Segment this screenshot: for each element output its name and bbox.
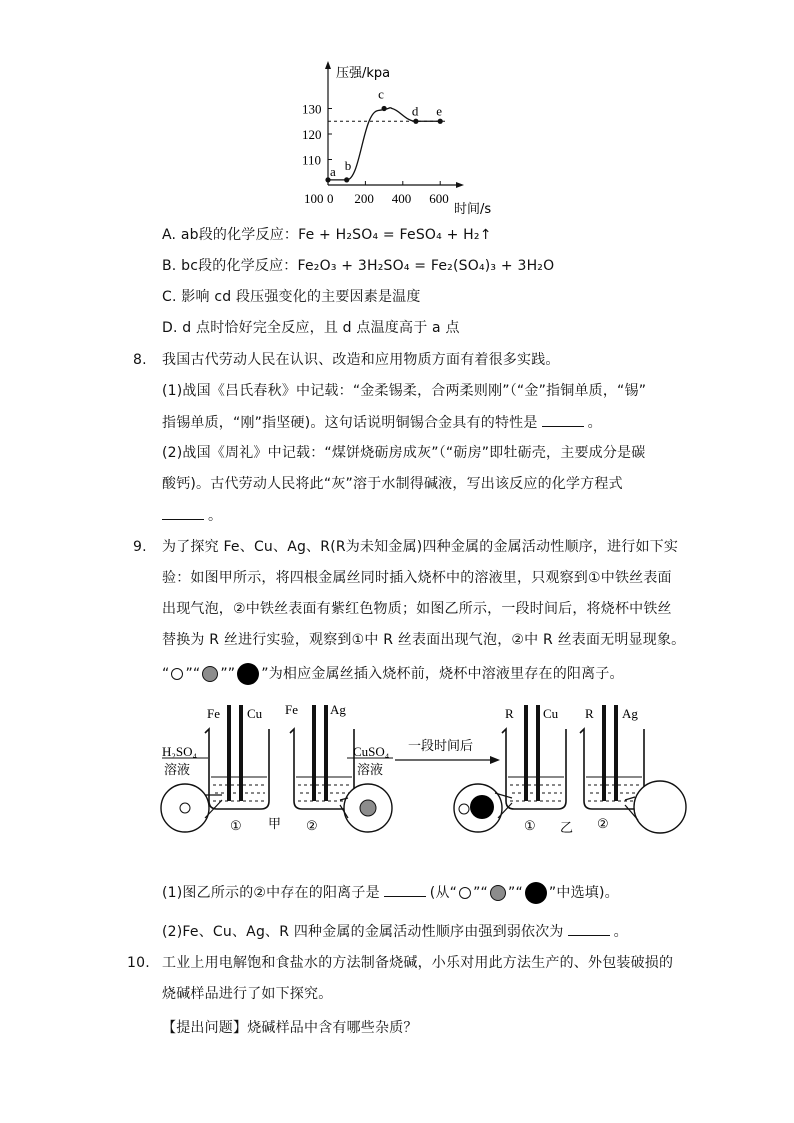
label-ag-4: Ag [622, 706, 638, 721]
question-10-line3: 【提出问题】烧碱样品中含有哪些杂质？ [162, 1020, 418, 1036]
magnifier-4 [634, 781, 686, 833]
gray-ion-icon [202, 666, 218, 682]
white-ion-icon [459, 804, 469, 814]
q9-s2-text: (2)Fe、Cu、Ag、R 四种金属的金属活动性顺序由强到弱依次为 [162, 924, 564, 940]
label-cu-3: Cu [543, 706, 559, 721]
quote: ”“ [185, 666, 201, 682]
question-8-part1-line2 [162, 412, 602, 433]
gray-ion-icon [360, 800, 376, 816]
question-9-line5-text: ”为相应金属丝插入烧杯前，烧杯中溶液里存在的阳离子。 [261, 666, 624, 682]
label-solution-1: 溶液 [164, 763, 191, 778]
label-r-4: R [585, 706, 594, 721]
white-ion-icon [180, 803, 190, 813]
label-cu-1: Cu [247, 706, 263, 721]
question-10-number: 10. [127, 955, 150, 971]
quote: “ [162, 666, 170, 682]
question-9-sub2 [162, 921, 628, 942]
q8-p1-text: 指锡单质，“刚”指坚硬)。这句话说明铜锡合金具有的特性是 [162, 415, 538, 431]
label-circle-4: ② [597, 816, 609, 831]
label-yi: 乙 [560, 821, 574, 836]
question-8-part2-line1: (2)战国《周礼》中记载：“煤饼烧砺房成灰”（“砺房”即牡砺壳，主要成分是碳 [162, 445, 646, 461]
label-circle-1: ① [230, 818, 242, 833]
question-9-line3: 出现气泡，②中铁丝表面有紫红色物质；如图乙所示，一段时间后，将烧杯中铁丝 [162, 601, 672, 617]
gray-ion-icon [490, 885, 506, 901]
question-9-sub1 [162, 882, 619, 904]
y-axis-label: 压强/kpa [336, 66, 391, 81]
answer-blank[interactable] [568, 921, 610, 936]
option-a: A. ab段的化学反应：Fe + H₂SO₄ = FeSO₄ + H₂↑ [162, 227, 492, 243]
point-label-e: e [436, 103, 442, 119]
label-r-3: R [505, 706, 514, 721]
q9-s1-text: (从“ [429, 885, 458, 901]
point-label-c: c [378, 86, 384, 102]
x-tick-label: 600 [429, 191, 449, 206]
quote: ”“ [473, 885, 489, 901]
question-10-line2: 烧碱样品进行了如下探究。 [162, 986, 333, 1002]
beaker-2 [290, 705, 354, 809]
x-tick-label: 200 [354, 191, 374, 206]
x-axis-label: 时间/s [454, 202, 492, 217]
experiment-figure [150, 700, 695, 840]
point-label-a: a [330, 163, 336, 179]
question-10-line1: 工业上用电解饱和食盐水的方法制备烧碱，小乐对用此方法生产的、外包装破损的 [162, 955, 674, 971]
quote: ”” [220, 666, 236, 682]
question-9-number: 9. [133, 539, 147, 555]
data-point-e [438, 119, 443, 124]
label-jia: 甲 [268, 817, 282, 832]
option-c: C. 影响 cd 段压强变化的主要因素是温度 [162, 289, 421, 305]
white-ion-icon [459, 887, 471, 899]
label-circle-3: ① [524, 818, 536, 833]
y-tick-label: 130 [302, 101, 322, 117]
question-8-stem: 我国古代劳动人民在认识、改造和应用物质方面有着很多实践。 [162, 352, 560, 368]
label-h2so4: H₂SO₄ [162, 744, 198, 759]
answer-blank[interactable] [384, 882, 426, 897]
black-ion-icon [525, 882, 547, 904]
label-solution-2: 溶液 [357, 763, 384, 778]
q9-s2-end: 。 [613, 924, 628, 940]
y-axis-arrow [325, 61, 331, 69]
x-tick-label: 0 [327, 191, 334, 206]
y-tick-label: 110 [302, 152, 322, 168]
label-cuso4: CuSO₄ [353, 744, 390, 759]
q9-s1-end: ”中选填)。 [548, 885, 619, 901]
question-8-number: 8. [133, 352, 147, 368]
label-fe-1: Fe [207, 706, 220, 721]
question-8-part2-line3 [162, 505, 222, 526]
arrow-label: 一段时间后 [408, 739, 474, 754]
y-tick-label: 120 [302, 127, 322, 142]
question-9-line4: 替换为 R 丝进行实验，观察到①中 R 丝表面出现气泡，②中 R 丝表面无明显现象。 [162, 632, 686, 648]
point-label-b: b [344, 157, 352, 173]
label-circle-2: ② [306, 818, 318, 833]
q9-s1-text: (1)图乙所示的②中存在的阳离子是 [162, 885, 380, 901]
data-point-c [382, 106, 387, 111]
y-tick-label: 100 [304, 191, 324, 206]
black-ion-icon [470, 795, 494, 819]
answer-blank[interactable] [162, 505, 204, 520]
option-d: D. d 点时恰好完全反应，且 d 点温度高于 a 点 [162, 320, 460, 336]
white-ion-icon [171, 668, 183, 680]
question-9-line1: 为了探究 Fe、Cu、Ag、R(R为未知金属)四种金属的金属活动性顺序，进行如下实 [162, 539, 679, 555]
point-label-d: d [411, 103, 419, 119]
data-point-b [344, 177, 349, 182]
label-ag-2: Ag [330, 702, 346, 717]
quote: ”“ [508, 885, 523, 901]
option-b: B. bc段的化学反应：Fe₂O₃ + 3H₂SO₄ = Fe₂(SO₄)₃ + 3H₂O [162, 258, 555, 274]
x-axis-arrow [456, 182, 464, 188]
question-9-line2: 验：如图甲所示，将四根金属丝同时插入烧杯中的溶液里，只观察到①中铁丝表面 [162, 570, 672, 586]
question-8-part2-line2: 酸钙)。古代劳动人民将此“灰”溶于水制得碱液，写出该反应的化学方程式 [162, 476, 623, 492]
label-fe-2: Fe [285, 702, 298, 717]
black-ion-icon [237, 663, 259, 685]
answer-blank[interactable] [542, 412, 584, 427]
question-9-line5 [162, 663, 624, 685]
question-8-part1-line1: (1)战国《吕氏春秋》中记载：“金柔锡柔，合两柔则刚”（“金”指铜单质，“锡” [162, 383, 647, 399]
data-point-d [413, 119, 418, 124]
pressure-time-chart [300, 55, 510, 220]
q8-p2-end: 。 [208, 508, 223, 524]
q8-p1-end: 。 [587, 415, 602, 431]
x-tick-label: 400 [391, 191, 412, 206]
